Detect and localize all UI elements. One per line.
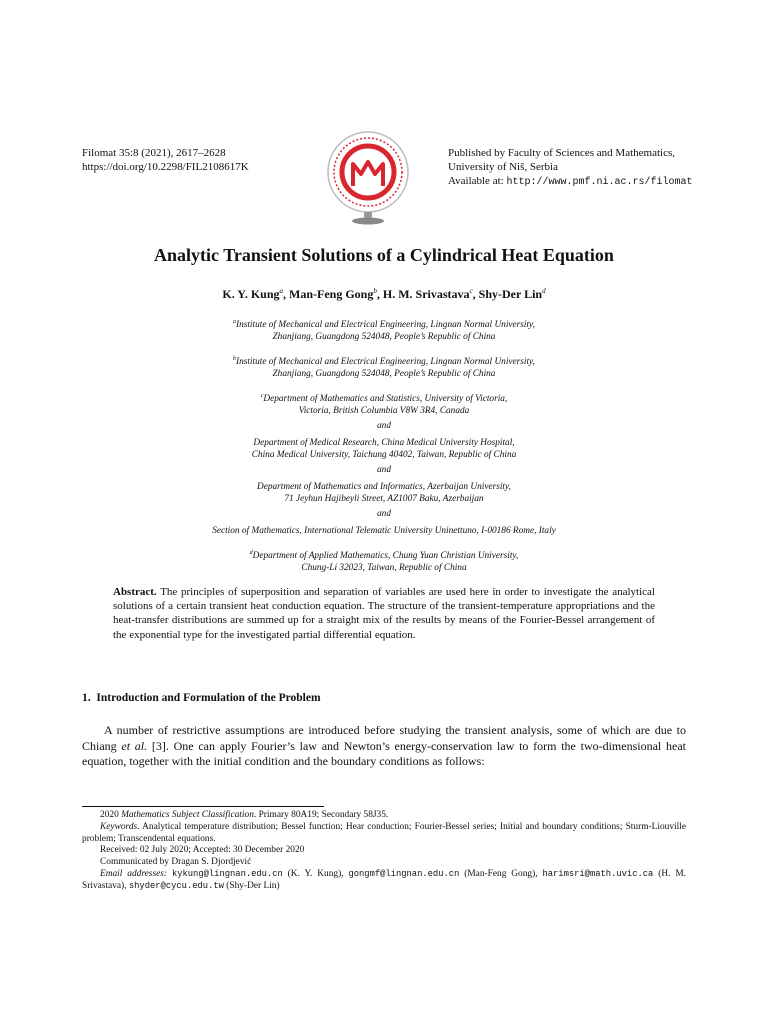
section-title: Introduction and Formulation of the Problem: [96, 692, 321, 704]
communicated-footnote: Communicated by Dragan S. Djordjević: [100, 857, 252, 868]
author-name: Man-Feng Gong: [289, 287, 374, 301]
publisher-info: [448, 146, 692, 190]
doi-link[interactable]: https://doi.org/10.2298/FIL2108617K: [82, 161, 249, 173]
affiliation-a: [0, 316, 768, 343]
affil-line: Victoria, British Columbia V8W 3R4, Canada: [298, 406, 470, 417]
email-owner: (Shy-Der Lin): [223, 880, 280, 891]
author-name: K. Y. Kung: [222, 287, 280, 301]
keywords-text: . Analytical temperature distribution; Bessel function; Hear conduction; Fourier-Bessel series; Initial and boundary conditions; Sturm-Liouville problem; Transcendental equations.: [82, 821, 686, 844]
intro-text: [3]. One can apply Fourier’s law and Newton’s energy-conservation law to form the two-dimensional heat equation, together with the initial condition and the boundary conditions as follows:: [82, 738, 686, 768]
email-label: Email addresses:: [100, 868, 168, 879]
affil-mark: d: [249, 550, 253, 557]
publisher-university: University of Niš, Serbia: [448, 161, 558, 173]
msc-prefix: 2020: [100, 810, 122, 820]
affil-line: Department of Mathematics and Informatics, Azerbaijan University,: [257, 482, 511, 493]
affiliations: [0, 316, 768, 574]
msc-text: . Primary 80A19; Secondary 58J35.: [253, 810, 389, 820]
author-name: H. M. Srivastava: [382, 287, 470, 301]
author-affil-mark: d: [542, 287, 546, 295]
affiliation-b: [0, 353, 768, 380]
section-heading: [82, 692, 321, 704]
affil-line: Section of Mathematics, International Telematic University Uninettuno, I-00186 Rome, Italy: [212, 526, 556, 537]
affil-line: Department of Applied Mathematics, Chung Yuan Christian University,: [252, 551, 519, 562]
msc-footnote: [82, 810, 686, 822]
keywords-footnote: [82, 822, 686, 846]
email-owner: (H. M. Srivastava),: [82, 868, 687, 891]
university-seal-icon: [320, 128, 416, 228]
author-affil-mark: b: [373, 287, 377, 295]
email-owner: (Man-Feng Gong),: [459, 868, 543, 879]
intro-etal: et al.: [121, 738, 148, 753]
author-affil-mark: c: [469, 287, 473, 295]
email-link[interactable]: shyder@cycu.edu.tw: [128, 880, 224, 891]
keywords-label: Keywords: [100, 821, 138, 832]
affil-and: and: [377, 465, 391, 476]
author-list: K. Y. Kung$^a$, Man-Feng Gong$^b$, H. M. Srivastava$^c$, Shy-Der Lin$^d$: [222, 287, 546, 301]
received-footnote: Received: 02 July 2020; Accepted: 30 December 2020: [100, 845, 305, 856]
publisher-line: Published by Faculty of Sciences and Mathematics,: [448, 147, 675, 159]
intro-text: A number of restrictive assumptions are introduced before studying the transient analysis, some of which are due to Chiang: [82, 723, 686, 753]
affiliation-c: [0, 390, 768, 537]
email-footnote: [82, 869, 686, 893]
abstract: [113, 585, 655, 642]
affil-mark: a: [232, 319, 236, 325]
email-link[interactable]: kykung@lingnan.edu.cn: [171, 868, 283, 879]
affil-mark: b: [232, 356, 236, 363]
email-link[interactable]: gongmf@lingnan.edu.cn: [348, 868, 460, 879]
footnotes: [82, 810, 686, 893]
intro-paragraph: [82, 723, 686, 770]
affil-line: Chung-Li 32023, Taiwan, Republic of China: [301, 563, 467, 574]
paper-title: Analytic Transient Solutions of a Cylindrical Heat Equation: [154, 245, 614, 265]
affil-line: China Medical University, Taichung 40402, Taiwan, Republic of China: [251, 450, 517, 461]
email-owner: (K. Y. Kung),: [282, 868, 349, 879]
section-number: 1.: [82, 692, 91, 704]
available-label: Available at:: [448, 175, 507, 187]
author-name: Shy-Der Lin: [478, 287, 543, 301]
affil-line: Department of Mathematics and Statistics, University of Victoria,: [263, 394, 508, 405]
affiliation-d: [0, 547, 768, 574]
affil-mark: c: [260, 393, 264, 400]
affil-and: and: [377, 509, 391, 520]
author-affil-mark: a: [279, 287, 284, 295]
journal-citation: Filomat 35:8 (2021), 2617–2628: [82, 147, 226, 159]
affil-line: Institute of Mechanical and Electrical Engineering, Lingnan Normal University,: [235, 320, 535, 331]
affil-and: and: [377, 421, 391, 432]
journal-url-link[interactable]: http://www.pmf.ni.ac.rs/filomat: [506, 177, 693, 188]
journal-header: [82, 146, 249, 174]
footnote-divider: [82, 806, 324, 807]
email-link[interactable]: harimsri@math.uvic.ca: [542, 868, 654, 879]
abstract-label: Abstract.: [113, 586, 157, 598]
affil-line: Institute of Mechanical and Electrical Engineering, Lingnan Normal University,: [235, 357, 535, 368]
affil-line: Zhanjiang, Guangdong 524048, People’s Republic of China: [272, 369, 496, 380]
affil-line: Department of Medical Research, China Medical University Hospital,: [253, 438, 515, 449]
abstract-text: The principles of superposition and separation of variables are used here in order to investigate the analytical solutions of a certain transient heat conduction equation. The structure of the transient-temperature appropriations and the heat-transfer distributions are summed up for a straight mix of the results by means of the Fourier-Bessel arrangement of the exponential type for the investigated partial differential equation.: [113, 586, 655, 641]
affil-line: 71 Jeyhun Hajibeyli Street, AZ1007 Baku, Azerbaijan: [284, 494, 484, 505]
availability-line: [448, 174, 692, 190]
affil-line: Zhanjiang, Guangdong 524048, People’s Republic of China: [272, 332, 496, 343]
msc-label: Mathematics Subject Classification: [121, 810, 254, 820]
